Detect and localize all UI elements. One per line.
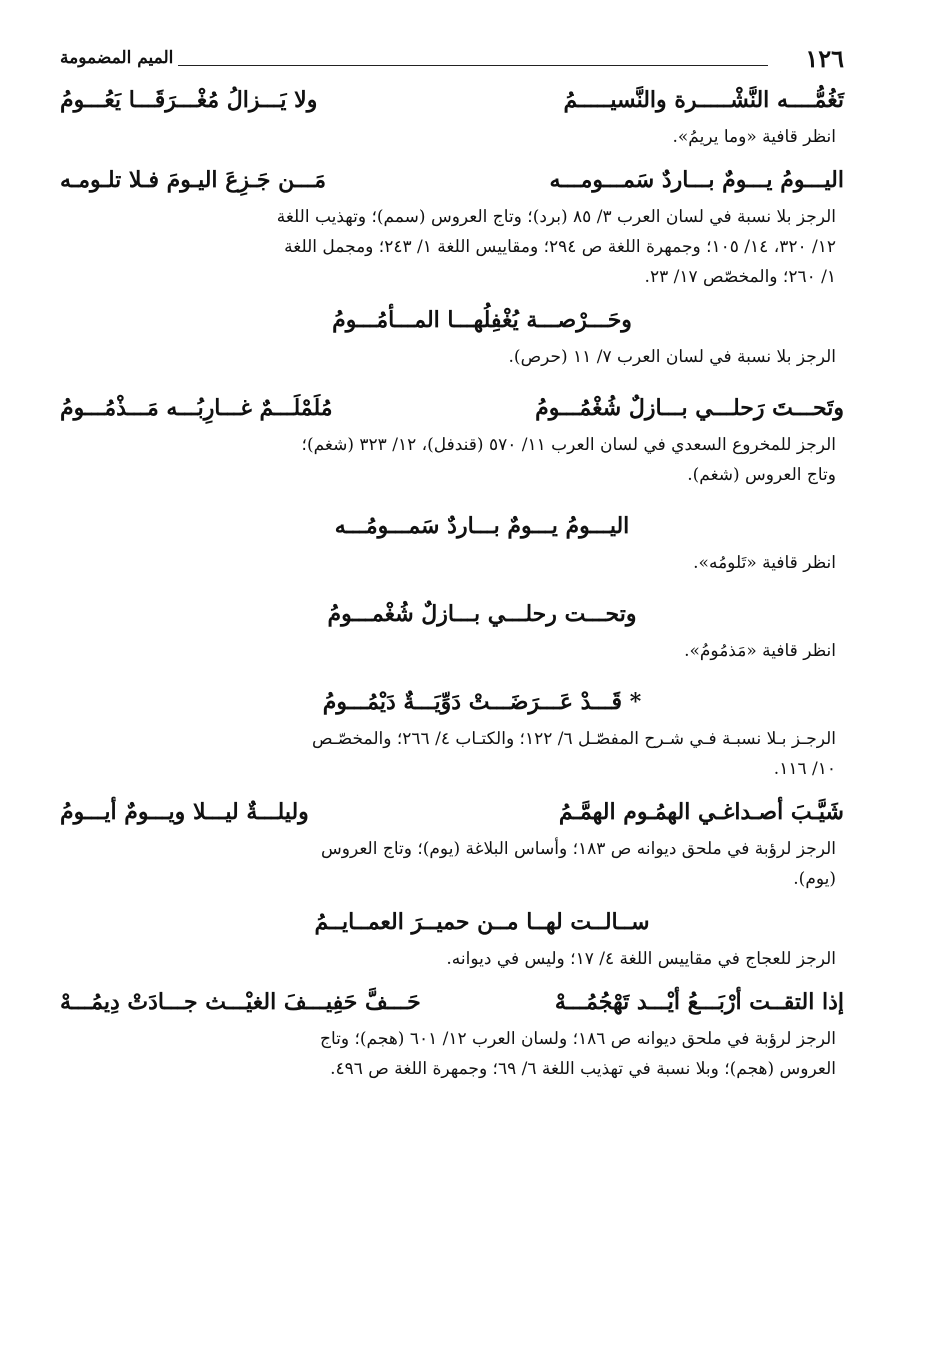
first-hemistich: شَيَّـبَ أصـداغـي الهمُـوم الهمَّـمُ bbox=[558, 799, 844, 825]
header-rule bbox=[178, 65, 768, 66]
verse-line bbox=[60, 504, 844, 548]
footnote-line: وتاج العروس (شغم). bbox=[687, 465, 836, 485]
footnote-line: الرجز لرؤبة في ملحق ديوانه ص ١٨٣؛ وأساس البلاغة (يوم)؛ وتاج العروس bbox=[321, 839, 836, 859]
verse-entry bbox=[60, 592, 844, 666]
first-hemistich: وتَحـــتَ رَحلـــي بـــازلٌ شُغْمُـــومُ bbox=[535, 395, 844, 421]
footnote-line: الرجز بلا نسبة في لسان العرب ٧/ ١١ (حرص). bbox=[508, 347, 836, 367]
second-hemistich: حَـــفَّ حَفِيـــفَ الغيْـــث جـــادَتْ دِيمُـــهْ bbox=[60, 989, 421, 1015]
verse-line bbox=[60, 386, 844, 430]
footnote-line: (يوم). bbox=[793, 869, 836, 889]
second-hemistich: ولا يَـــزالُ مُغْـــرَقَـــا يَعُـــومُ bbox=[60, 87, 318, 113]
verse-entry bbox=[60, 980, 844, 1084]
second-hemistich: مَـــن جَـزِعَ اليـومَ فـلا تلـومـه bbox=[60, 167, 327, 193]
verse-entry bbox=[60, 900, 844, 974]
first-hemistich: تَغُمُّــــه النَّشْـــــرة والنَّسيـــــمُ bbox=[563, 87, 844, 113]
first-hemistich: إذا التقــت أرْبَـــعُ أيْـــد تَهْجُمُـــهْ bbox=[554, 989, 844, 1015]
footnote-line: انظر قافية «وما يريمُ». bbox=[672, 127, 836, 147]
footnote-line: الرجز للمخروع السعدي في لسان العرب ١١/ ٥٧٠ (قندفل)، ١٢/ ٣٢٣ (شغم)؛ bbox=[301, 435, 836, 455]
verse-line bbox=[60, 78, 844, 122]
verse-line bbox=[60, 790, 844, 834]
footnote-line: الرجـز بـلا نسبـة فـي شـرح المفصّـل ٦/ ١٢٢؛ والكتـاب ٤/ ٢٦٦؛ والمخصّـص bbox=[311, 729, 836, 749]
verse-line bbox=[60, 900, 844, 944]
verse-entry bbox=[60, 680, 844, 784]
single-verse: اليـــومُ يـــومٌ بـــاردٌ سَمـــومُـــه bbox=[334, 513, 630, 539]
single-verse: * قَـــدْ عَـــرَضَـــتْ دَوِّيَـــةٌ دَيْمُـــومُ bbox=[322, 689, 642, 715]
verse-entry bbox=[60, 790, 844, 894]
page-number: ١٢٦ bbox=[805, 43, 844, 73]
verse-line bbox=[60, 980, 844, 1024]
footnote-line: انظر قافية «مَذمُومُ». bbox=[684, 641, 836, 661]
footnote-line: الرجز لرؤبة في ملحق ديوانه ص ١٨٦؛ ولسان العرب ١٢/ ٦٠١ (هجم)؛ وتاج bbox=[320, 1029, 836, 1049]
single-verse: ســالــت لهــا مــن حميــرَ العمــايــمُ bbox=[314, 909, 650, 935]
single-verse: وحَـــرْصـــة يُغْفِلُهـــا المـــأمُـــومُ bbox=[332, 307, 632, 333]
footnote-line: ١/ ٢٦٠؛ والمخصّص ١٧/ ٢٣. bbox=[644, 267, 836, 287]
footnote-line: الرجز بلا نسبة في لسان العرب ٣/ ٨٥ (برد)؛ وتاج العروس (سمم)؛ وتهذيب اللغة bbox=[276, 207, 836, 227]
verse-line bbox=[60, 158, 844, 202]
verse-entry bbox=[60, 158, 844, 292]
verse-entry bbox=[60, 78, 844, 152]
verse-line bbox=[60, 298, 844, 342]
verse-line bbox=[60, 680, 844, 724]
footnote-line: ١٢/ ٣٢٠، ١٤/ ١٠٥؛ وجمهرة اللغة ص ٢٩٤؛ ومقاييس اللغة ١/ ٢٤٣؛ ومجمل اللغة bbox=[284, 237, 836, 257]
footnote-line: الرجز للعجاج في مقاييس اللغة ٤/ ١٧؛ وليس في ديوانه. bbox=[446, 949, 836, 969]
footnote-line: العروس (هجم)؛ وبلا نسبة في تهذيب اللغة ٦/ ٦٩؛ وجمهرة اللغة ص ٤٩٦. bbox=[330, 1059, 836, 1079]
second-hemistich: وليلـــةٌ ليـــلا ويـــومٌ أيـــومُ bbox=[60, 799, 309, 825]
verse-entry bbox=[60, 298, 844, 372]
page-header bbox=[60, 38, 844, 78]
verse-entry bbox=[60, 504, 844, 578]
verse-entry bbox=[60, 386, 844, 490]
running-title: الميم المضمومة bbox=[60, 48, 174, 68]
footnote-line: انظر قافية «تَلومُه». bbox=[693, 553, 836, 573]
footnote-line: ١٠/ ١١٦. bbox=[773, 759, 836, 779]
second-hemistich: مُلَمْلَـــمٌ غـــارِبُـــه مَـــذْمُـــومُ bbox=[60, 395, 333, 421]
single-verse: وتحـــت رحلـــي بـــازلٌ شُغْمـــومُ bbox=[327, 601, 637, 627]
book-page bbox=[60, 38, 844, 1338]
first-hemistich: اليـــومُ يـــومٌ بـــاردٌ سَمـــومـــه bbox=[549, 167, 844, 193]
verse-line bbox=[60, 592, 844, 636]
